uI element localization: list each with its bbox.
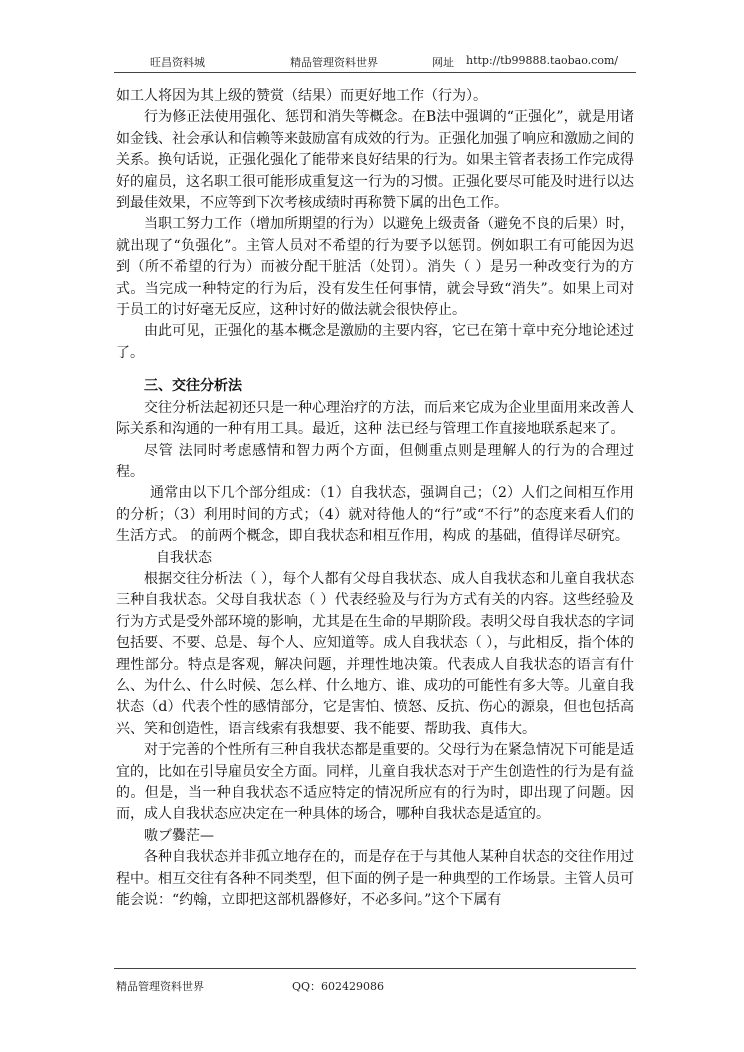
subheading: 自我状态 (156, 549, 212, 566)
paragraph: 当职工努力工作（增加所期望的行为）以避免上级责备（避免不良的后果）时，就出现了“负强化”。主管人员对不希望的行为要予以惩罚。例如职工有可能因为迟到（所不希望的行为）而被分配干脏活（处罚）。消失（ ）是另一种改变行为的方式。当完成一种特定的行为后，没有发生任何事情，就会导致“消失”。如果上司对于员工的讨好毫无反应，这种讨好的做法就会很快停止。 (116, 216, 634, 319)
header-url-label: 网址 (432, 56, 454, 69)
paragraph: 对于完善的个性所有三种自我状态都是重要的。父母行为在紧急情况下可能是适宜的，比如在引导雇员安全方面。同样，儿童自我状态对于产生创造性的行为是有益的。但是，当一种自我状态不适应特定的情况所应有的行为时，即出现了问题。因而，成人自我状态应决定在一种具体的场合，哪种自我状态是适宜的。 (116, 742, 634, 823)
paragraph: 如工人将因为其上级的赞赏（结果）而更好地工作（行为）。 (116, 88, 487, 104)
paragraph: 根据交往分析法（ ），每个人都有父母自我状态、成人自我状态和儿童自我状态三种自我状态。父母自我状态（ ）代表经验及与行为方式有关的内容。这些经验及行为方式是受外部环境的影响，尤其是在生命的早期阶段。表明父母自我状态的字词包括要、不要、总是、每个人、应知道等。成人自我状态（ ），与此相反，指个体的理性部分。特点是客观，解决问题，并理性地决策。代表成人自我状态的语言有什么、为什么、什么时候、怎么样、什么地方、谁、成功的可能性有多大等。儿童自我状态（d）代表个性的感情部分，它是害怕、愤怒、反抗、伤心的源泉，但也包括高兴、笑和创造性，语言线索有我想要、我不能要、帮助我、真伟大。 (116, 570, 634, 737)
paragraph: 尽管 法同时考虑感情和智力两个方面，但侧重点则是理解人的行为的合理过程。 (116, 442, 634, 480)
header-url-link[interactable]: http://tb99888.taobao.com/ (466, 54, 619, 67)
header-shop-name: 旺昌资料城 (150, 56, 205, 69)
document-body (116, 86, 634, 911)
paragraph: 行为修正法使用强化、惩罚和消失等概念。在B法中强调的“正强化”，就是用诸如金钱、社会承认和信赖等来鼓励富有成效的行为。正强化加强了响应和激励之间的关系。换句话说，正强化强化了能带来良好结果的行为。如果主管者表扬工作完成得好的雇员，这名职工很可能形成重复这一行为的习惯。正强化要尽可能及时进行以达到最佳效果，不应等到下次考核成绩时再称赞下属的出色工作。 (116, 109, 634, 212)
footer-world-name: 精品管理资料世界 (116, 980, 204, 993)
paragraph: 通常由以下几个部分组成：（1）自我状态，强调自己；（2）人们之间相互作用的分析；（3）利用时间的方式；（4）就对待他人的“行”或“不行”的态度来看人们的生活方式。 的前两个概念，即自我状态和相互作用，构成 的基础，值得详尽研究。 (116, 485, 634, 545)
garbled-heading: 嗷ブ爨茫— (144, 827, 214, 844)
footer-rule (114, 968, 636, 969)
page-footer (116, 978, 636, 996)
page-header (116, 52, 636, 72)
section-heading: 三、交往分析法 (144, 378, 242, 395)
header-world-name: 精品管理资料世界 (290, 56, 378, 69)
footer-qq: QQ：602429086 (292, 980, 385, 993)
paragraph: 由此可见，正强化的基本概念是激励的主要内容，它已在第十章中充分地论述过了。 (116, 323, 634, 361)
paragraph: 各种自我状态并非孤立地存在的，而是存在于与其他人某种自状态的交往作用过程中。相互交往有各种不同类型，但下面的例子是一种典型的工作场景。主管人员可能会说：“约翰，立即把这部机器修好，不必多问。”这个下属有 (116, 849, 634, 909)
header-rule (114, 72, 636, 73)
paragraph: 交往分析法起初还只是一种心理治疗的方法，而后来它成为企业里面用来改善人际关系和沟通的一种有用工具。最近，这种 法已经与管理工作直接地联系起来了。 (116, 399, 634, 438)
